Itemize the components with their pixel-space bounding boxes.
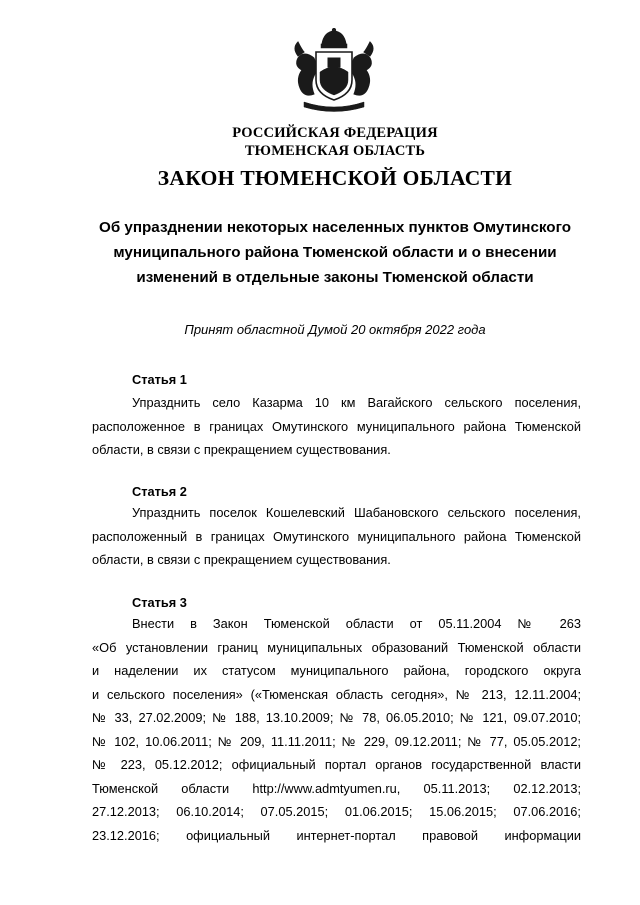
article-2-text: [92, 501, 581, 572]
text-line: и наделении их статусом муниципального района, городского округа: [92, 663, 581, 678]
text-line: области, в связи с прекращением существования.: [92, 552, 391, 567]
text-line: расположенный в границах Омутинского муниципального района Тюменской: [92, 528, 581, 544]
text-line: 23.12.2016; официальный интернет-портал правовой информации: [92, 827, 581, 843]
text-line: «Об установлении границ муниципальных образований Тюменской области: [92, 639, 581, 655]
law-title-line: муниципального района Тюменской области и о внесении: [113, 244, 557, 261]
text-line: и сельского поселения» («Тюменская область сегодня», № 213, 12.11.2004;: [92, 686, 581, 702]
article-3-text: [92, 612, 581, 847]
article-1-text: [92, 391, 581, 462]
text-line: Упразднить поселок Кошелевский Шабановского сельского поселения,: [132, 505, 581, 520]
text-line: № 223, 05.12.2012; официальный портал органов государственной власти: [92, 757, 581, 772]
law-title-line: изменений в отдельные законы Тюменской области: [136, 269, 534, 286]
law-title-line: Об упразднении некоторых населенных пунктов Омутинского: [99, 219, 571, 236]
adoption-note: Принят областной Думой 20 октября 2022 года: [184, 322, 486, 337]
coat-of-arms-icon: [284, 28, 384, 114]
document-type-heading: ЗАКОН ТЮМЕНСКОЙ ОБЛАСТИ: [157, 166, 513, 190]
region-heading: ТЮМЕНСКАЯ ОБЛАСТЬ: [244, 143, 426, 159]
text-line: Тюменской области http://www.admtyumen.ru, 05.11.2013; 02.12.2013;: [92, 780, 581, 796]
law-title: [0, 215, 640, 290]
article-3-heading: Статья 3: [132, 595, 187, 610]
article-1-heading: Статья 1: [132, 372, 187, 387]
text-line: № 102, 10.06.2011; № 209, 11.11.2011; № 229, 09.12.2011; № 77, 05.05.2012;: [92, 733, 581, 749]
text-line: № 33, 27.02.2009; № 188, 13.10.2009; № 78, 06.05.2010; № 121, 09.07.2010;: [92, 710, 581, 725]
text-line: расположенное в границах Омутинского муниципального района Тюменской: [92, 418, 581, 434]
text-line: области, в связи с прекращением существования.: [92, 442, 391, 457]
text-line: Упразднить село Казарма 10 км Вагайского сельского поселения,: [132, 395, 581, 410]
article-2-heading: Статья 2: [132, 484, 187, 499]
text-line: 27.12.2013; 06.10.2014; 07.05.2015; 01.06.2015; 15.06.2015; 07.06.2016;: [92, 804, 581, 819]
text-line: Внести в Закон Тюменской области от 05.11.2004 № 263: [132, 616, 581, 631]
country-heading: РОССИЙСКАЯ ФЕДЕРАЦИЯ: [232, 125, 438, 141]
